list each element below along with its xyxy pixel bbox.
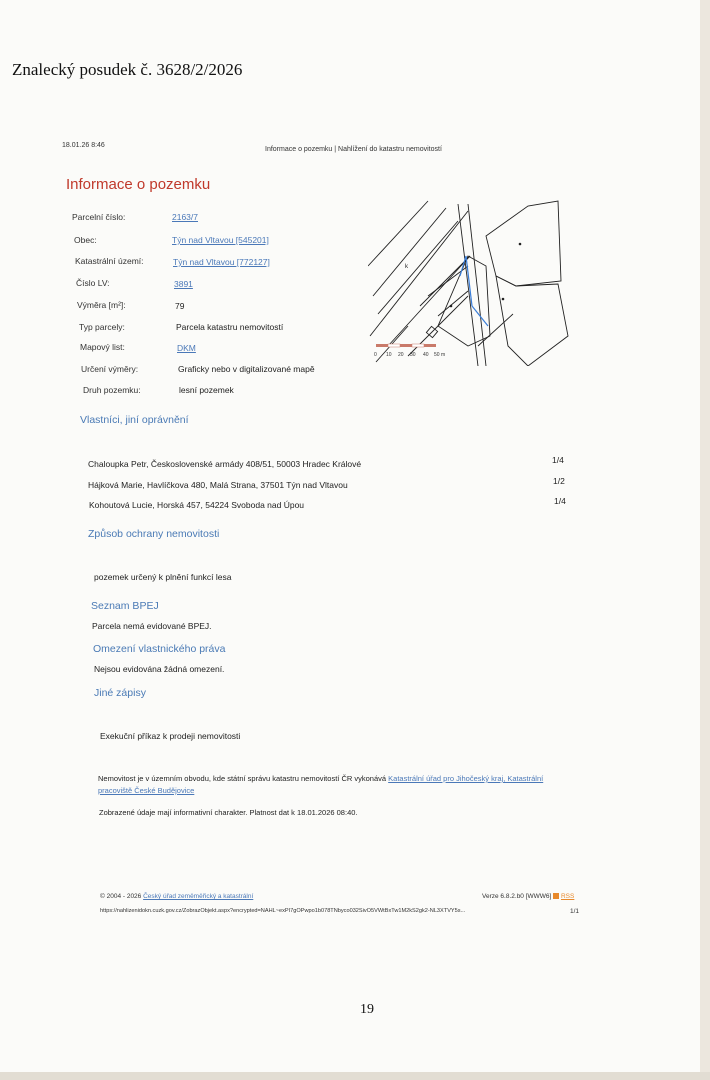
- protection-heading: Způsob ochrany nemovitosti: [88, 528, 220, 540]
- owner-name: Hájková Marie, Havlíčkova 480, Malá Strana, 37501 Týn nad Vltavou: [88, 480, 348, 490]
- page-bottom-edge: [0, 1072, 710, 1080]
- footer-url: https://nahlizenidokn.cuzk.gov.cz/ZobrazObjekt.aspx?encrypted=NAHL~exPI7gOPwpo1b078TNbyco032SivO5VWtBxTw1M2kS2gk2-NL3XTVY5s...: [100, 908, 466, 914]
- footer-page-count: 1/1: [570, 908, 580, 915]
- document-title: Znalecký posudek č. 3628/2/2026: [12, 60, 243, 79]
- section-title: Informace o pozemku: [66, 176, 211, 193]
- owner-share: 1/4: [552, 455, 564, 465]
- scale-label-30: 30: [410, 352, 416, 358]
- field-label-area: Výměra [m²]:: [77, 300, 126, 310]
- scale-label-40: 40: [423, 352, 429, 358]
- field-value-parcel-type: Parcela katastru nemovitostí: [176, 322, 284, 332]
- other-heading: Jiné zápisy: [94, 687, 146, 699]
- restriction-text: Nejsou evidována žádná omezení.: [94, 664, 225, 674]
- field-value-area-method: Graficky nebo v digitalizované mapě: [178, 364, 315, 374]
- scale-label-50: 50 m: [434, 352, 446, 358]
- footer-copyright: [100, 893, 253, 900]
- other-text: Exekuční příkaz k prodeji nemovitosti: [100, 731, 241, 741]
- owners-heading: Vlastníci, jiní oprávnění: [80, 414, 189, 426]
- field-value-municipality-link[interactable]: Týn nad Vltavou [545201]: [172, 235, 269, 245]
- print-datetime: 18.01.26 8:46: [62, 142, 105, 149]
- field-value-area: 79: [175, 301, 185, 311]
- rss-icon[interactable]: [553, 893, 559, 899]
- print-page-title: Informace o pozemku | Nahlížení do katastru nemovitostí: [265, 146, 442, 153]
- field-label-map-sheet: Mapový list:: [80, 342, 125, 352]
- svg-text:k: k: [405, 264, 408, 270]
- version-text: Verze 6.8.2.b0 [WWW6]: [482, 893, 552, 900]
- owner-share: 1/4: [554, 496, 566, 506]
- scale-label-10: 10: [386, 352, 392, 358]
- notice: [98, 773, 568, 797]
- cadastral-office-link[interactable]: Katastrální úřad pro Jihočeský kraj, Katastrální pracoviště České Budějovice: [98, 774, 544, 795]
- cadastral-map[interactable]: [368, 196, 586, 366]
- footer-version: [482, 893, 574, 900]
- page-edge: [700, 0, 710, 1080]
- notice-text: Nemovitost je v územním obvodu, kde státní správu katastru nemovitostí ČR vykonává: [98, 774, 387, 783]
- page-number: 19: [360, 1002, 374, 1017]
- owner-name: Chaloupka Petr, Československé armády 408/51, 50003 Hradec Králové: [88, 459, 362, 469]
- field-value-cadastral-area-link[interactable]: Týn nad Vltavou [772127]: [173, 257, 270, 267]
- protection-text: pozemek určený k plnění funkcí lesa: [94, 572, 232, 582]
- restriction-heading: Omezení vlastnického práva: [93, 643, 226, 655]
- scale-label-0: 0: [374, 352, 377, 358]
- field-value-lv-link[interactable]: 3891: [174, 279, 193, 289]
- field-label-land-type: Druh pozemku:: [83, 385, 141, 395]
- bpej-heading: Seznam BPEJ: [91, 600, 159, 612]
- owner-share: 1/2: [553, 476, 565, 486]
- rss-link[interactable]: RSS: [560, 893, 575, 900]
- field-label-parcel: Parcelní číslo:: [72, 212, 126, 222]
- copyright-text: © 2004 - 2026: [100, 893, 142, 900]
- field-label-cadastral-area: Katastrální území:: [75, 256, 144, 266]
- validity-text: Zobrazené údaje mají informativní charakter. Platnost dat k 18.01.2026 08:40.: [99, 808, 358, 817]
- cuzk-link[interactable]: Český úřad zeměměřický a katastrální: [143, 893, 254, 900]
- map-scale-bar: [374, 344, 445, 358]
- field-value-land-type: lesní pozemek: [179, 385, 234, 395]
- field-label-lv: Číslo LV:: [76, 278, 110, 288]
- field-label-area-method: Určení výměry:: [81, 364, 139, 374]
- field-value-parcel-link[interactable]: 2163/7: [172, 212, 198, 222]
- field-label-municipality: Obec:: [74, 235, 97, 245]
- field-value-map-sheet-link[interactable]: DKM: [177, 343, 196, 353]
- bpej-text: Parcela nemá evidované BPEJ.: [92, 621, 212, 631]
- owner-name: Kohoutová Lucie, Horská 457, 54224 Svoboda nad Úpou: [89, 500, 305, 510]
- scale-label-20: 20: [398, 352, 404, 358]
- field-label-parcel-type: Typ parcely:: [79, 322, 125, 332]
- cadastral-map-drawing: [368, 196, 586, 366]
